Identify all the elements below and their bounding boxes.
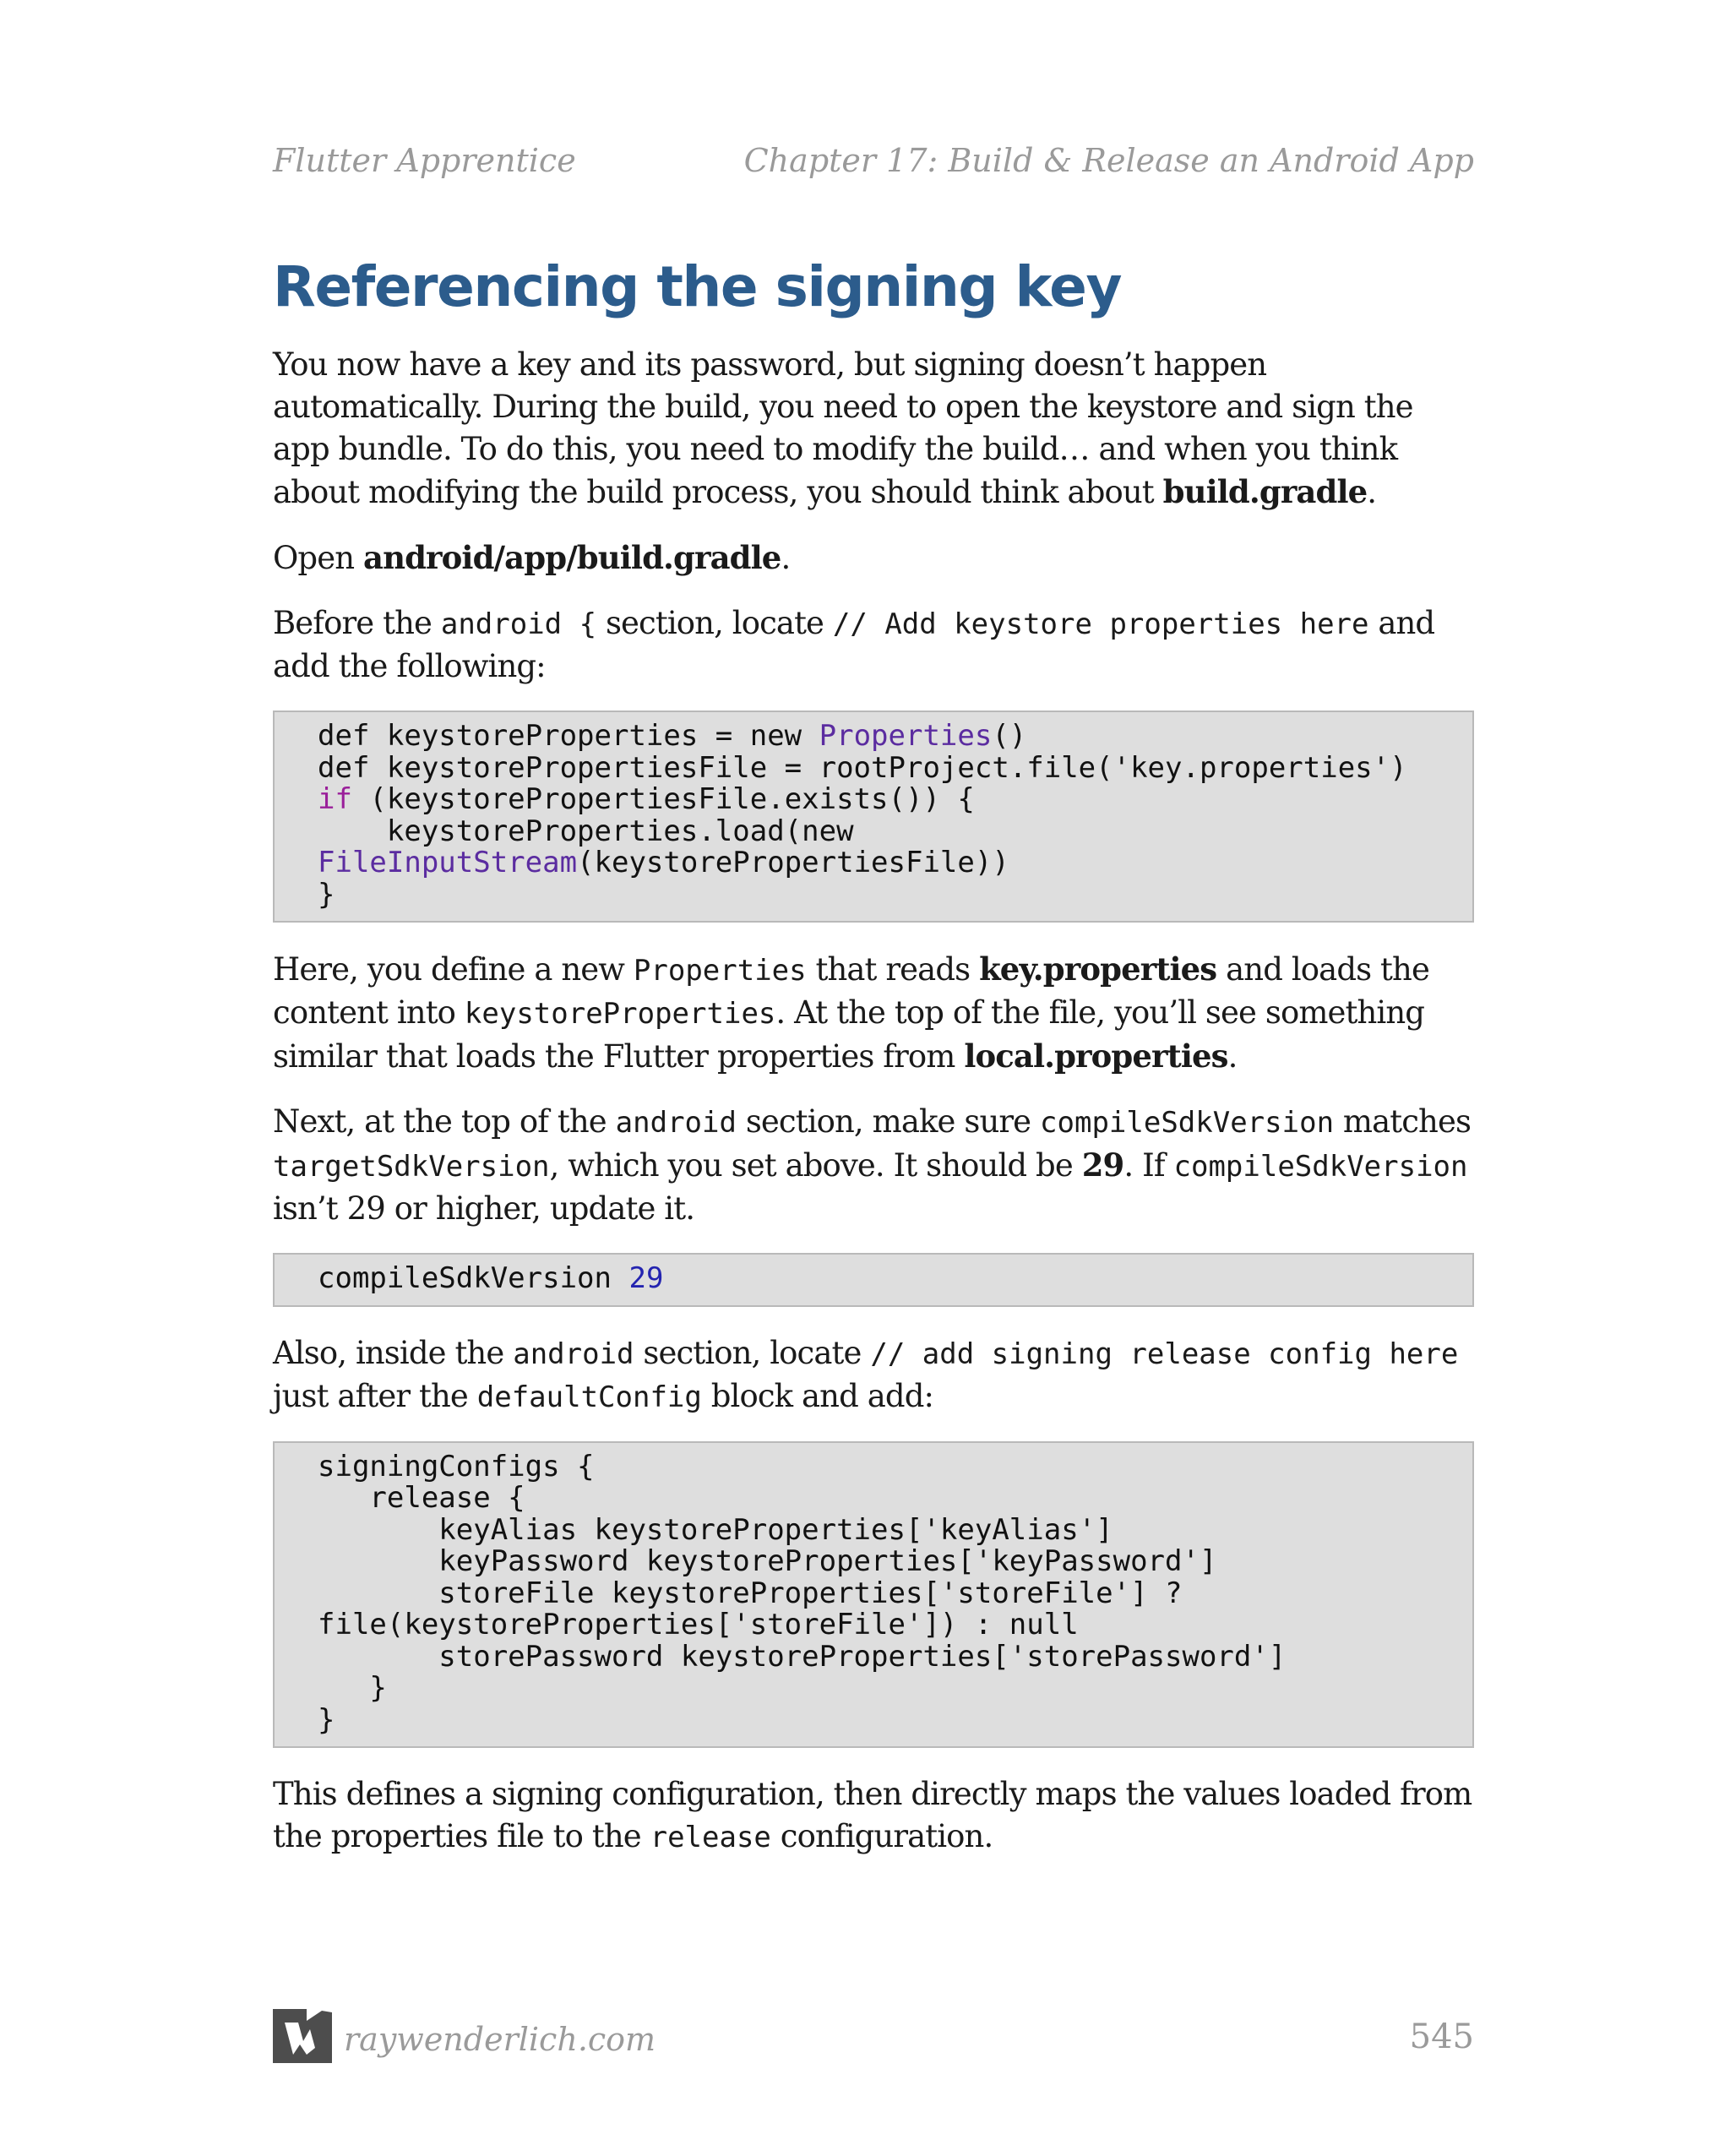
book-title: Flutter Apprentice [273, 142, 576, 179]
chapter-title: Chapter 17: Build & Release an Android App [743, 142, 1474, 179]
paragraph-compile-sdk: Next, at the top of the android section, make sure compileSdkVersion matches targetSdkVersion, which you set above. It should be 29. If compileSdkVersion isn’t 29 or higher, update it. [273, 1103, 1472, 1228]
page-number: 545 [1409, 2017, 1474, 2056]
code-block-keystore-properties: def keystoreProperties = new Properties() def keystorePropertiesFile = rootProject.file('key.properties') if (keystorePropertiesFile.exists()) { keystoreProperties.load(new FileInputStream(keystorePropertiesFile)) } [273, 710, 1474, 923]
page-content [273, 253, 1474, 1881]
code-block-signing-configs: signingConfigs { release { keyAlias keystoreProperties['keyAlias'] keyPassword keystoreProperties['keyPassword'] storeFile keystoreProperties['storeFile'] ? file(keystoreProperties['storeFile']) : null storePassword keystoreProperties['storePassword'] } } [273, 1441, 1474, 1749]
paragraph-properties-explanation: Here, you define a new Properties that reads key.properties and loads the content into keystoreProperties. At the top of the file, you’ll see something similar that loads the Flutter properties from local.properties. [273, 950, 1429, 1075]
paragraph-signing-summary: This defines a signing configuration, then directly maps the values loaded from the properties file to the release configuration. [273, 1776, 1472, 1855]
section-heading: Referencing the signing key [273, 254, 1121, 319]
paragraph-signing-config-location: Also, inside the android section, locate // add signing release config here just after the defaultConfig block and add: [273, 1334, 1459, 1414]
paragraph-intro: You now have a key and its password, but signing doesn’t happen automatically. During the build, you need to open the keystore and sign the app bundle. To do this, you need to modify the build… and when you think about modifying the build process, you should think about build.gradle. [273, 346, 1413, 511]
paragraph-open-file: Open android/app/build.gradle. [273, 539, 791, 577]
paragraph-before-android: Before the android { section, locate // Add keystore properties here and add the following: [273, 605, 1435, 685]
raywenderlich-logo-icon [273, 2004, 332, 2066]
footer-site-link[interactable]: raywenderlich.com [344, 2021, 656, 2058]
code-block-compile-sdk: compileSdkVersion 29 [273, 1253, 1474, 1307]
